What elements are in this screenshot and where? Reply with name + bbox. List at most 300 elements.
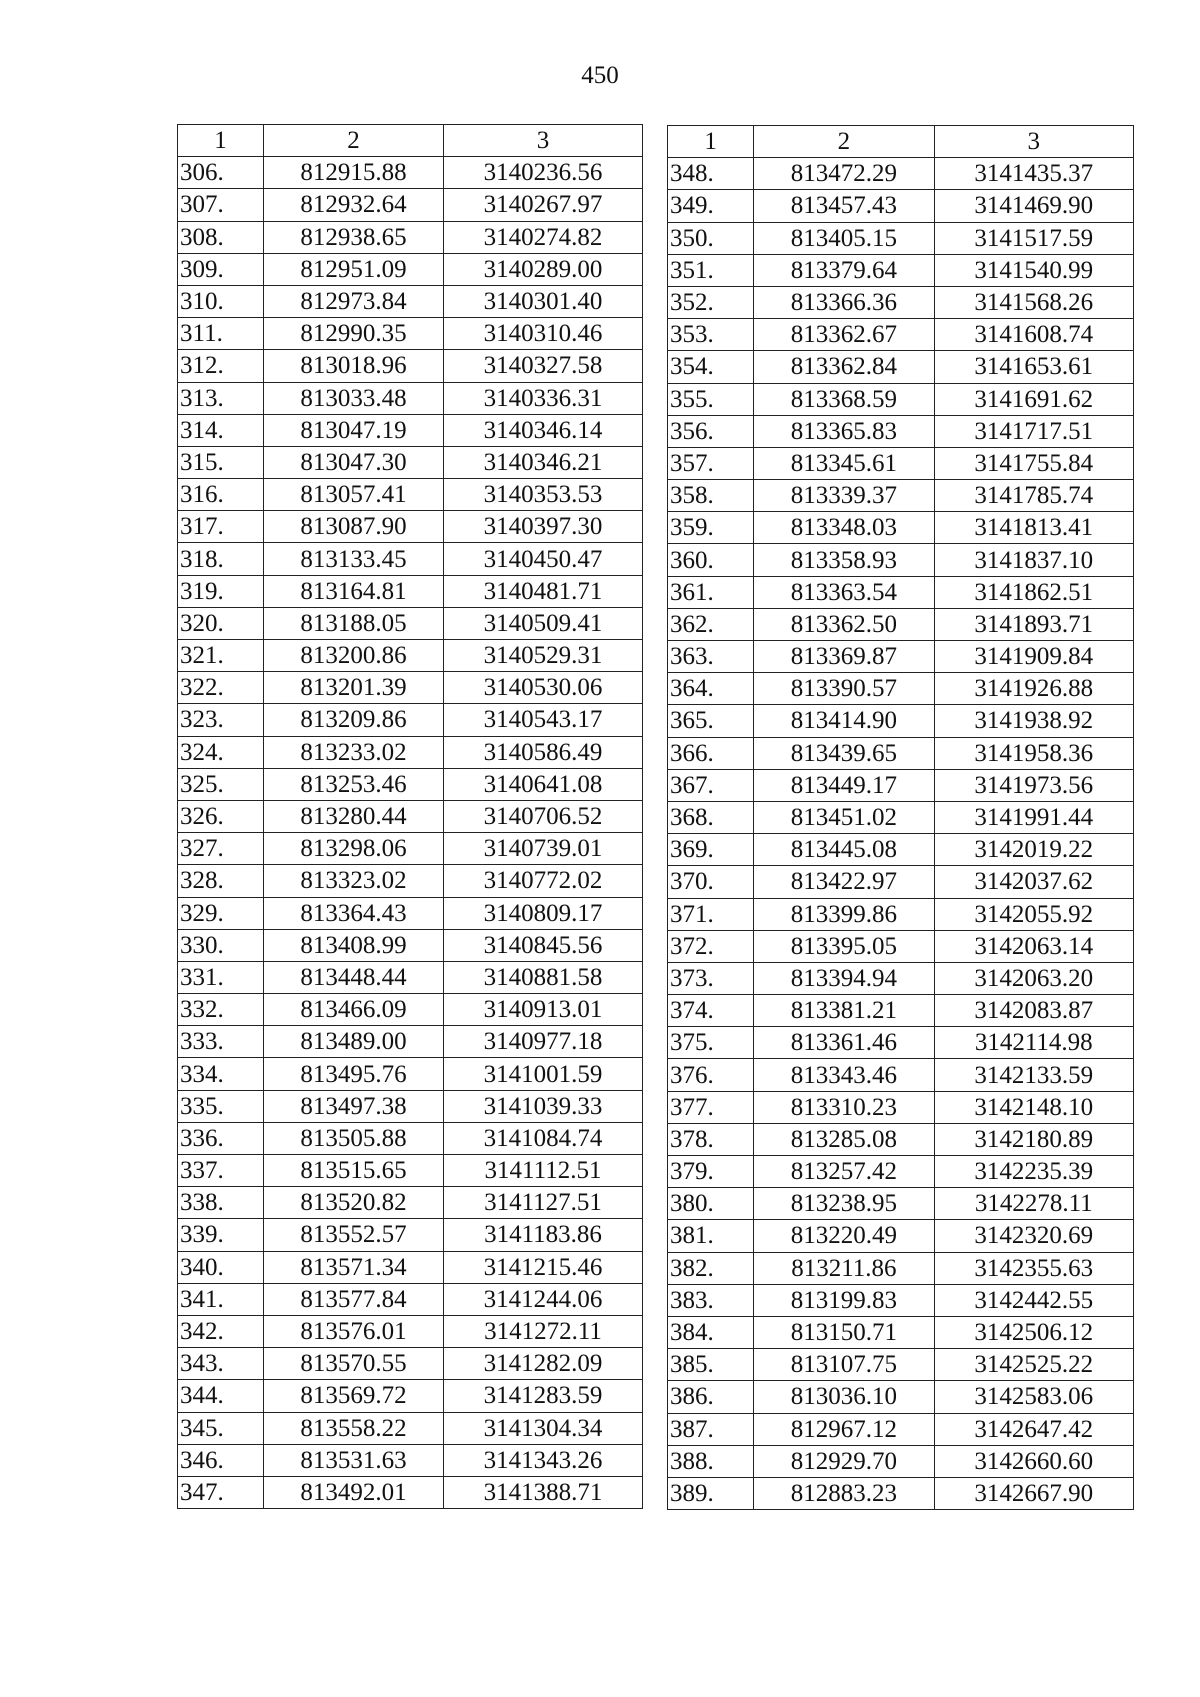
y-coordinate-cell: 3141973.56 <box>934 769 1133 801</box>
y-coordinate-cell: 3140481.71 <box>444 575 643 607</box>
point-number-cell: 385. <box>668 1349 754 1381</box>
point-number-cell: 380. <box>668 1188 754 1220</box>
table-row <box>668 1091 1134 1123</box>
y-coordinate-cell: 3142355.63 <box>934 1252 1133 1284</box>
table-row <box>178 607 643 639</box>
point-number-cell: 333. <box>178 1026 264 1058</box>
y-coordinate-cell: 3140289.00 <box>444 253 643 285</box>
y-coordinate-cell: 3142063.14 <box>934 930 1133 962</box>
table-row <box>178 994 643 1026</box>
y-coordinate-cell: 3140977.18 <box>444 1026 643 1058</box>
table-row <box>668 447 1134 479</box>
y-coordinate-cell: 3142180.89 <box>934 1123 1133 1155</box>
column-header: 3 <box>934 126 1133 158</box>
x-coordinate-cell: 813257.42 <box>754 1156 934 1188</box>
x-coordinate-cell: 813445.08 <box>754 834 934 866</box>
point-number-cell: 386. <box>668 1381 754 1413</box>
x-coordinate-cell: 813520.82 <box>264 1187 444 1219</box>
point-number-cell: 331. <box>178 961 264 993</box>
x-coordinate-cell: 813280.44 <box>264 800 444 832</box>
table-row <box>668 737 1134 769</box>
table-row <box>178 253 643 285</box>
x-coordinate-cell: 813381.21 <box>754 995 934 1027</box>
table-row <box>178 446 643 478</box>
table-row <box>178 157 643 189</box>
point-number-cell: 355. <box>668 383 754 415</box>
table-row <box>668 158 1134 190</box>
table-row <box>668 1445 1134 1477</box>
point-number-cell: 374. <box>668 995 754 1027</box>
x-coordinate-cell: 813348.03 <box>754 512 934 544</box>
y-coordinate-cell: 3141893.71 <box>934 608 1133 640</box>
table-row <box>668 898 1134 930</box>
point-number-cell: 357. <box>668 447 754 479</box>
table-row <box>178 961 643 993</box>
point-number-cell: 359. <box>668 512 754 544</box>
point-number-cell: 337. <box>178 1155 264 1187</box>
point-number-cell: 335. <box>178 1090 264 1122</box>
y-coordinate-cell: 3140913.01 <box>444 994 643 1026</box>
point-number-cell: 340. <box>178 1251 264 1283</box>
table-row <box>178 1251 643 1283</box>
point-number-cell: 350. <box>668 222 754 254</box>
point-number-cell: 348. <box>668 158 754 190</box>
table-header-row <box>178 125 643 157</box>
x-coordinate-cell: 813209.86 <box>264 704 444 736</box>
x-coordinate-cell: 813220.49 <box>754 1220 934 1252</box>
page-number: 450 <box>581 62 619 89</box>
table-row <box>668 254 1134 286</box>
y-coordinate-cell: 3140236.56 <box>444 157 643 189</box>
table-row <box>178 672 643 704</box>
point-number-cell: 332. <box>178 994 264 1026</box>
x-coordinate-cell: 813569.72 <box>264 1380 444 1412</box>
x-coordinate-cell: 812929.70 <box>754 1445 934 1477</box>
table-row <box>668 1413 1134 1445</box>
table-row <box>668 834 1134 866</box>
point-number-cell: 312. <box>178 350 264 382</box>
x-coordinate-cell: 813408.99 <box>264 929 444 961</box>
table-row <box>178 1026 643 1058</box>
point-number-cell: 308. <box>178 221 264 253</box>
point-number-cell: 381. <box>668 1220 754 1252</box>
point-number-cell: 316. <box>178 479 264 511</box>
point-number-cell: 387. <box>668 1413 754 1445</box>
x-coordinate-cell: 813047.30 <box>264 446 444 478</box>
x-coordinate-cell: 812938.65 <box>264 221 444 253</box>
table-row <box>668 383 1134 415</box>
table-row <box>178 768 643 800</box>
table-row <box>178 285 643 317</box>
table-row <box>668 1220 1134 1252</box>
x-coordinate-cell: 813399.86 <box>754 898 934 930</box>
y-coordinate-cell: 3140530.06 <box>444 672 643 704</box>
y-coordinate-cell: 3142055.92 <box>934 898 1133 930</box>
point-number-cell: 371. <box>668 898 754 930</box>
x-coordinate-cell: 813150.71 <box>754 1316 934 1348</box>
y-coordinate-cell: 3141717.51 <box>934 415 1133 447</box>
point-number-cell: 361. <box>668 576 754 608</box>
point-number-cell: 328. <box>178 865 264 897</box>
point-number-cell: 372. <box>668 930 754 962</box>
x-coordinate-cell: 813489.00 <box>264 1026 444 1058</box>
x-coordinate-cell: 813472.29 <box>754 158 934 190</box>
x-coordinate-cell: 812932.64 <box>264 189 444 221</box>
table-row <box>668 769 1134 801</box>
y-coordinate-cell: 3142148.10 <box>934 1091 1133 1123</box>
x-coordinate-cell: 813492.01 <box>264 1476 444 1508</box>
x-coordinate-cell: 813133.45 <box>264 543 444 575</box>
y-coordinate-cell: 3141837.10 <box>934 544 1133 576</box>
y-coordinate-cell: 3140739.01 <box>444 833 643 865</box>
y-coordinate-cell: 3141127.51 <box>444 1187 643 1219</box>
y-coordinate-cell: 3140450.47 <box>444 543 643 575</box>
point-number-cell: 309. <box>178 253 264 285</box>
table-row <box>668 1059 1134 1091</box>
table-row <box>668 351 1134 383</box>
point-number-cell: 364. <box>668 673 754 705</box>
point-number-cell: 382. <box>668 1252 754 1284</box>
point-number-cell: 327. <box>178 833 264 865</box>
point-number-cell: 363. <box>668 641 754 673</box>
x-coordinate-cell: 813345.61 <box>754 447 934 479</box>
column-header: 3 <box>444 125 643 157</box>
point-number-cell: 375. <box>668 1027 754 1059</box>
x-coordinate-cell: 813018.96 <box>264 350 444 382</box>
table-row <box>668 222 1134 254</box>
table-row <box>668 286 1134 318</box>
x-coordinate-cell: 813200.86 <box>264 640 444 672</box>
x-coordinate-cell: 813369.87 <box>754 641 934 673</box>
x-coordinate-cell: 813405.15 <box>754 222 934 254</box>
point-number-cell: 344. <box>178 1380 264 1412</box>
table-row <box>178 1219 643 1251</box>
table-row <box>668 319 1134 351</box>
table-row <box>178 1187 643 1219</box>
table-row <box>178 1476 643 1508</box>
point-number-cell: 341. <box>178 1283 264 1315</box>
y-coordinate-cell: 3142667.90 <box>934 1477 1133 1509</box>
y-coordinate-cell: 3140310.46 <box>444 318 643 350</box>
x-coordinate-cell: 813033.48 <box>264 382 444 414</box>
point-number-cell: 307. <box>178 189 264 221</box>
x-coordinate-cell: 813285.08 <box>754 1123 934 1155</box>
table-row <box>178 833 643 865</box>
x-coordinate-cell: 813358.93 <box>754 544 934 576</box>
x-coordinate-cell: 813449.17 <box>754 769 934 801</box>
x-coordinate-cell: 813422.97 <box>754 866 934 898</box>
table-row <box>668 1252 1134 1284</box>
point-number-cell: 323. <box>178 704 264 736</box>
table-row <box>668 673 1134 705</box>
y-coordinate-cell: 3142583.06 <box>934 1381 1133 1413</box>
y-coordinate-cell: 3141517.59 <box>934 222 1133 254</box>
y-coordinate-cell: 3142083.87 <box>934 995 1133 1027</box>
table-row <box>668 190 1134 222</box>
y-coordinate-cell: 3141343.26 <box>444 1444 643 1476</box>
x-coordinate-cell: 813395.05 <box>754 930 934 962</box>
y-coordinate-cell: 3141001.59 <box>444 1058 643 1090</box>
y-coordinate-cell: 3140543.17 <box>444 704 643 736</box>
y-coordinate-cell: 3140346.21 <box>444 446 643 478</box>
point-number-cell: 367. <box>668 769 754 801</box>
point-number-cell: 343. <box>178 1348 264 1380</box>
point-number-cell: 352. <box>668 286 754 318</box>
y-coordinate-cell: 3140346.14 <box>444 414 643 446</box>
point-number-cell: 318. <box>178 543 264 575</box>
x-coordinate-cell: 813558.22 <box>264 1412 444 1444</box>
x-coordinate-cell: 813576.01 <box>264 1315 444 1347</box>
point-number-cell: 319. <box>178 575 264 607</box>
y-coordinate-cell: 3142235.39 <box>934 1156 1133 1188</box>
x-coordinate-cell: 813394.94 <box>754 962 934 994</box>
table-row <box>668 576 1134 608</box>
table-row <box>178 929 643 961</box>
x-coordinate-cell: 813505.88 <box>264 1122 444 1154</box>
table-row <box>668 866 1134 898</box>
point-number-cell: 310. <box>178 285 264 317</box>
y-coordinate-cell: 3140274.82 <box>444 221 643 253</box>
table-row <box>668 1477 1134 1509</box>
column-header: 1 <box>178 125 264 157</box>
point-number-cell: 320. <box>178 607 264 639</box>
x-coordinate-cell: 813448.44 <box>264 961 444 993</box>
point-number-cell: 388. <box>668 1445 754 1477</box>
table-row <box>178 575 643 607</box>
x-coordinate-cell: 813298.06 <box>264 833 444 865</box>
point-number-cell: 353. <box>668 319 754 351</box>
point-number-cell: 329. <box>178 897 264 929</box>
table-row <box>668 1349 1134 1381</box>
point-number-cell: 336. <box>178 1122 264 1154</box>
table-row <box>178 318 643 350</box>
x-coordinate-cell: 813466.09 <box>264 994 444 1026</box>
point-number-cell: 326. <box>178 800 264 832</box>
table-row <box>668 705 1134 737</box>
x-coordinate-cell: 813577.84 <box>264 1283 444 1315</box>
x-coordinate-cell: 813310.23 <box>754 1091 934 1123</box>
x-coordinate-cell: 813164.81 <box>264 575 444 607</box>
x-coordinate-cell: 813211.86 <box>754 1252 934 1284</box>
table-row <box>668 801 1134 833</box>
point-number-cell: 378. <box>668 1123 754 1155</box>
y-coordinate-cell: 3141244.06 <box>444 1283 643 1315</box>
table-row <box>668 995 1134 1027</box>
table-row <box>178 865 643 897</box>
table-row <box>668 1284 1134 1316</box>
table-row <box>178 1122 643 1154</box>
x-coordinate-cell: 813570.55 <box>264 1348 444 1380</box>
y-coordinate-cell: 3140641.08 <box>444 768 643 800</box>
x-coordinate-cell: 813531.63 <box>264 1444 444 1476</box>
coordinates-table-left <box>177 124 643 1509</box>
y-coordinate-cell: 3142037.62 <box>934 866 1133 898</box>
y-coordinate-cell: 3141608.74 <box>934 319 1133 351</box>
y-coordinate-cell: 3140529.31 <box>444 640 643 672</box>
point-number-cell: 377. <box>668 1091 754 1123</box>
y-coordinate-cell: 3142647.42 <box>934 1413 1133 1445</box>
point-number-cell: 376. <box>668 1059 754 1091</box>
x-coordinate-cell: 813363.54 <box>754 576 934 608</box>
table-row <box>178 479 643 511</box>
y-coordinate-cell: 3142114.98 <box>934 1027 1133 1059</box>
y-coordinate-cell: 3142063.20 <box>934 962 1133 994</box>
table-row <box>668 962 1134 994</box>
table-row <box>178 1380 643 1412</box>
x-coordinate-cell: 813361.46 <box>754 1027 934 1059</box>
y-coordinate-cell: 3142019.22 <box>934 834 1133 866</box>
coordinates-table-right <box>667 125 1134 1510</box>
y-coordinate-cell: 3140397.30 <box>444 511 643 543</box>
x-coordinate-cell: 813414.90 <box>754 705 934 737</box>
y-coordinate-cell: 3141991.44 <box>934 801 1133 833</box>
point-number-cell: 370. <box>668 866 754 898</box>
point-number-cell: 368. <box>668 801 754 833</box>
point-number-cell: 315. <box>178 446 264 478</box>
point-number-cell: 313. <box>178 382 264 414</box>
x-coordinate-cell: 813362.50 <box>754 608 934 640</box>
y-coordinate-cell: 3140301.40 <box>444 285 643 317</box>
table-row <box>178 800 643 832</box>
point-number-cell: 369. <box>668 834 754 866</box>
y-coordinate-cell: 3141568.26 <box>934 286 1133 318</box>
y-coordinate-cell: 3142320.69 <box>934 1220 1133 1252</box>
x-coordinate-cell: 813497.38 <box>264 1090 444 1122</box>
y-coordinate-cell: 3141215.46 <box>444 1251 643 1283</box>
point-number-cell: 325. <box>178 768 264 800</box>
x-coordinate-cell: 813107.75 <box>754 1349 934 1381</box>
x-coordinate-cell: 813253.46 <box>264 768 444 800</box>
y-coordinate-cell: 3141540.99 <box>934 254 1133 286</box>
table-row <box>668 415 1134 447</box>
table-row <box>178 414 643 446</box>
x-coordinate-cell: 813451.02 <box>754 801 934 833</box>
x-coordinate-cell: 813201.39 <box>264 672 444 704</box>
table-row <box>178 1058 643 1090</box>
y-coordinate-cell: 3141926.88 <box>934 673 1133 705</box>
x-coordinate-cell: 813366.36 <box>754 286 934 318</box>
point-number-cell: 339. <box>178 1219 264 1251</box>
point-number-cell: 362. <box>668 608 754 640</box>
x-coordinate-cell: 813339.37 <box>754 480 934 512</box>
table-row <box>178 736 643 768</box>
table-row <box>668 641 1134 673</box>
point-number-cell: 321. <box>178 640 264 672</box>
x-coordinate-cell: 813362.67 <box>754 319 934 351</box>
y-coordinate-cell: 3141938.92 <box>934 705 1133 737</box>
table-row <box>668 480 1134 512</box>
x-coordinate-cell: 813238.95 <box>754 1188 934 1220</box>
point-number-cell: 324. <box>178 736 264 768</box>
y-coordinate-cell: 3141755.84 <box>934 447 1133 479</box>
y-coordinate-cell: 3141039.33 <box>444 1090 643 1122</box>
table-row <box>668 1188 1134 1220</box>
point-number-cell: 338. <box>178 1187 264 1219</box>
x-coordinate-cell: 813552.57 <box>264 1219 444 1251</box>
x-coordinate-cell: 812883.23 <box>754 1477 934 1509</box>
y-coordinate-cell: 3141283.59 <box>444 1380 643 1412</box>
table-row <box>178 382 643 414</box>
table-row <box>178 221 643 253</box>
y-coordinate-cell: 3141183.86 <box>444 1219 643 1251</box>
point-number-cell: 317. <box>178 511 264 543</box>
x-coordinate-cell: 813495.76 <box>264 1058 444 1090</box>
table-row <box>178 704 643 736</box>
table-row <box>668 1027 1134 1059</box>
column-header: 1 <box>668 126 754 158</box>
x-coordinate-cell: 813323.02 <box>264 865 444 897</box>
y-coordinate-cell: 3141084.74 <box>444 1122 643 1154</box>
x-coordinate-cell: 813036.10 <box>754 1381 934 1413</box>
table-row <box>178 1155 643 1187</box>
table-row <box>178 897 643 929</box>
y-coordinate-cell: 3140353.53 <box>444 479 643 511</box>
point-number-cell: 334. <box>178 1058 264 1090</box>
x-coordinate-cell: 813057.41 <box>264 479 444 511</box>
y-coordinate-cell: 3142278.11 <box>934 1188 1133 1220</box>
table-row <box>178 1348 643 1380</box>
point-number-cell: 365. <box>668 705 754 737</box>
point-number-cell: 351. <box>668 254 754 286</box>
y-coordinate-cell: 3140706.52 <box>444 800 643 832</box>
point-number-cell: 366. <box>668 737 754 769</box>
x-coordinate-cell: 813571.34 <box>264 1251 444 1283</box>
y-coordinate-cell: 3141282.09 <box>444 1348 643 1380</box>
table-row <box>178 543 643 575</box>
y-coordinate-cell: 3140809.17 <box>444 897 643 929</box>
y-coordinate-cell: 3142133.59 <box>934 1059 1133 1091</box>
table-row <box>178 1090 643 1122</box>
y-coordinate-cell: 3141112.51 <box>444 1155 643 1187</box>
table-row <box>668 1123 1134 1155</box>
point-number-cell: 314. <box>178 414 264 446</box>
y-coordinate-cell: 3141813.41 <box>934 512 1133 544</box>
y-coordinate-cell: 3141909.84 <box>934 641 1133 673</box>
point-number-cell: 383. <box>668 1284 754 1316</box>
point-number-cell: 342. <box>178 1315 264 1347</box>
x-coordinate-cell: 813457.43 <box>754 190 934 222</box>
y-coordinate-cell: 3140881.58 <box>444 961 643 993</box>
x-coordinate-cell: 812973.84 <box>264 285 444 317</box>
table-row <box>668 544 1134 576</box>
x-coordinate-cell: 813233.02 <box>264 736 444 768</box>
table-row <box>668 1316 1134 1348</box>
y-coordinate-cell: 3142660.60 <box>934 1445 1133 1477</box>
y-coordinate-cell: 3140586.49 <box>444 736 643 768</box>
point-number-cell: 330. <box>178 929 264 961</box>
column-header: 2 <box>754 126 934 158</box>
x-coordinate-cell: 813368.59 <box>754 383 934 415</box>
table-row <box>178 1283 643 1315</box>
x-coordinate-cell: 813379.64 <box>754 254 934 286</box>
x-coordinate-cell: 813188.05 <box>264 607 444 639</box>
y-coordinate-cell: 3140845.56 <box>444 929 643 961</box>
table-row <box>178 1444 643 1476</box>
y-coordinate-cell: 3140327.58 <box>444 350 643 382</box>
x-coordinate-cell: 813365.83 <box>754 415 934 447</box>
y-coordinate-cell: 3141304.34 <box>444 1412 643 1444</box>
point-number-cell: 384. <box>668 1316 754 1348</box>
point-number-cell: 322. <box>178 672 264 704</box>
point-number-cell: 379. <box>668 1156 754 1188</box>
table-row <box>178 511 643 543</box>
x-coordinate-cell: 812951.09 <box>264 253 444 285</box>
table-header-row <box>668 126 1134 158</box>
x-coordinate-cell: 813343.46 <box>754 1059 934 1091</box>
table-row <box>668 512 1134 544</box>
x-coordinate-cell: 813199.83 <box>754 1284 934 1316</box>
y-coordinate-cell: 3140336.31 <box>444 382 643 414</box>
